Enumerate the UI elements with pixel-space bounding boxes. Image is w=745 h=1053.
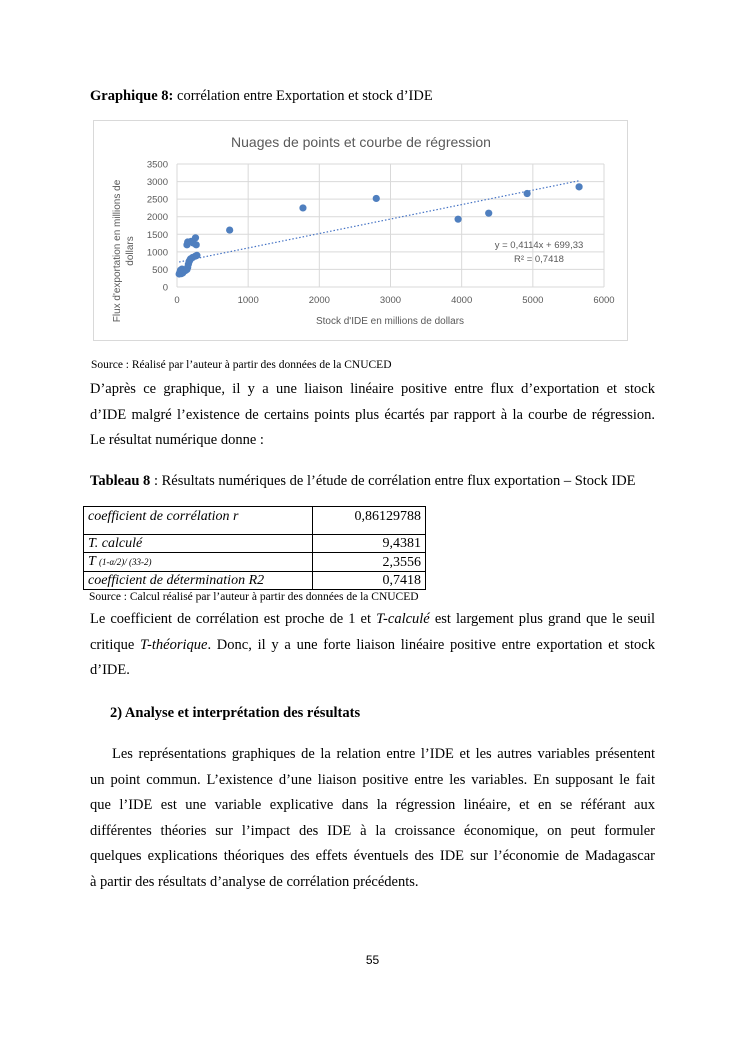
data-point xyxy=(455,216,462,223)
text-line: à partir des résultats d’analyse de corrélation précédents. xyxy=(90,873,419,890)
data-point xyxy=(193,252,200,259)
table-source: Source : Calcul réalisé par l’auteur à partir des données de la CNUCED xyxy=(89,591,419,603)
r2-value: 0,7418 xyxy=(313,572,426,590)
text-line: d’IDE malgré l’existence de certains points plus écartés par rapport à la courbe de régression. xyxy=(90,406,655,423)
y-tick-label: 1000 xyxy=(146,247,168,259)
y-axis-ticks xyxy=(147,160,168,294)
text-span: . Donc, il y a une forte liaison linéaire positive entre exportation et stock xyxy=(207,636,655,653)
chart-source: Source : Réalisé par l’auteur à partir des données de la CNUCED xyxy=(91,359,392,371)
x-tick-label: 3000 xyxy=(379,295,402,306)
chart-grid xyxy=(177,164,604,287)
text-line xyxy=(90,607,655,633)
r-label: coefficient de corrélation r xyxy=(84,507,313,535)
section-title: 2) Analyse et interprétation des résultats xyxy=(110,705,361,721)
y-axis-label xyxy=(112,179,136,322)
results-table xyxy=(83,506,426,590)
x-tick-label: 4000 xyxy=(451,295,473,306)
t-theo-label xyxy=(84,553,313,572)
figure-heading xyxy=(90,88,433,105)
paragraph-2 xyxy=(90,607,655,684)
y-tick-label: 2500 xyxy=(146,194,168,206)
data-point xyxy=(373,195,380,202)
t-calc-label: T. calculé xyxy=(84,535,313,553)
text-line: Les représentations graphiques de la relation entre l’IDE et les autres variables présentent xyxy=(112,746,655,762)
y-tick-label: 0 xyxy=(162,282,168,294)
table-title: : Résultats numériques de l’étude de corrélation entre flux exportation – Stock IDE xyxy=(150,473,636,489)
text-line xyxy=(90,633,655,659)
table-row xyxy=(84,535,426,553)
text-span: Le coefficient de corrélation est proche de 1 et xyxy=(90,611,377,627)
y-axis-label-line2: dollars xyxy=(125,236,136,266)
y-tick-label: 3500 xyxy=(146,159,168,171)
table-row xyxy=(84,507,426,535)
text-line: D’après ce graphique, il y a une liaison linéaire positive entre flux d’exportation et stock xyxy=(90,381,655,397)
regression-equation: y = 0,4114x + 699,33 xyxy=(494,240,584,251)
table-row xyxy=(84,572,426,590)
text-line: quelques explications théoriques des effets éventuels des IDE sur l’économie de Madagascar xyxy=(90,848,655,864)
x-tick-label: 1000 xyxy=(237,295,259,306)
x-tick-label: 5000 xyxy=(522,295,544,306)
data-point xyxy=(524,190,531,197)
table-row xyxy=(84,553,426,572)
data-point xyxy=(193,241,200,248)
table-label: Tableau 8 xyxy=(90,473,151,489)
figure-label: Graphique 8: xyxy=(90,88,174,104)
x-axis-ticks xyxy=(174,295,614,306)
t-theo-value: 2,3556 xyxy=(313,553,426,572)
data-point xyxy=(226,226,233,233)
y-tick-label: 500 xyxy=(152,264,168,276)
paragraph-3 xyxy=(90,742,655,895)
y-tick-label: 3000 xyxy=(146,177,168,189)
chart-frame xyxy=(93,120,628,341)
text-span: critique xyxy=(90,636,141,653)
x-tick-label: 6000 xyxy=(593,295,615,306)
x-tick-label: 0 xyxy=(174,295,180,306)
t-theo-subscript: (1-α/2)/ (33-2) xyxy=(99,557,152,567)
x-tick-label: 2000 xyxy=(308,295,330,306)
y-tick-label: 1500 xyxy=(146,229,168,241)
text-span: est largement plus grand que le seuil xyxy=(429,611,655,627)
text-line: Le résultat numérique donne : xyxy=(90,432,264,448)
t-theorique-term: T-théorique xyxy=(140,636,208,653)
data-point xyxy=(485,210,492,217)
text-line: que l’IDE est une variable explicative dans la régression linéaire, et en se référant aux xyxy=(90,797,655,813)
figure-title: corrélation entre Exportation et stock d’IDE xyxy=(173,88,433,104)
scatter-chart xyxy=(94,121,627,340)
text-line: un point commun. L’existence d’une liaison positive entre les variables. En supposant le fait xyxy=(90,771,655,788)
paragraph-1 xyxy=(90,377,655,454)
r-value: 0,86129788 xyxy=(313,507,426,535)
page-number: 55 xyxy=(365,953,380,967)
data-point xyxy=(192,234,199,241)
r-squared-label: R² = 0,7418 xyxy=(514,254,564,265)
r2-label: coefficient de détermination R2 xyxy=(84,572,313,590)
text-line: d’IDE. xyxy=(90,662,130,678)
y-axis-label-line1: Flux d'exportation en millions de xyxy=(112,179,123,323)
t-calcule-term: T-calculé xyxy=(376,611,430,627)
chart-title: Nuages de points et courbe de régression xyxy=(231,134,491,150)
data-point xyxy=(299,204,306,211)
table-caption xyxy=(90,473,636,490)
t-calc-value: 9,4381 xyxy=(313,535,426,553)
text-line: différentes théories sur l’impact des IDE à la croissance économique, on peut formuler xyxy=(90,822,655,839)
x-axis-label: Stock d'IDE en millions de dollars xyxy=(315,316,465,327)
data-point xyxy=(575,183,582,190)
y-tick-label: 2000 xyxy=(146,212,168,224)
t-theo-symbol: T xyxy=(88,554,96,569)
